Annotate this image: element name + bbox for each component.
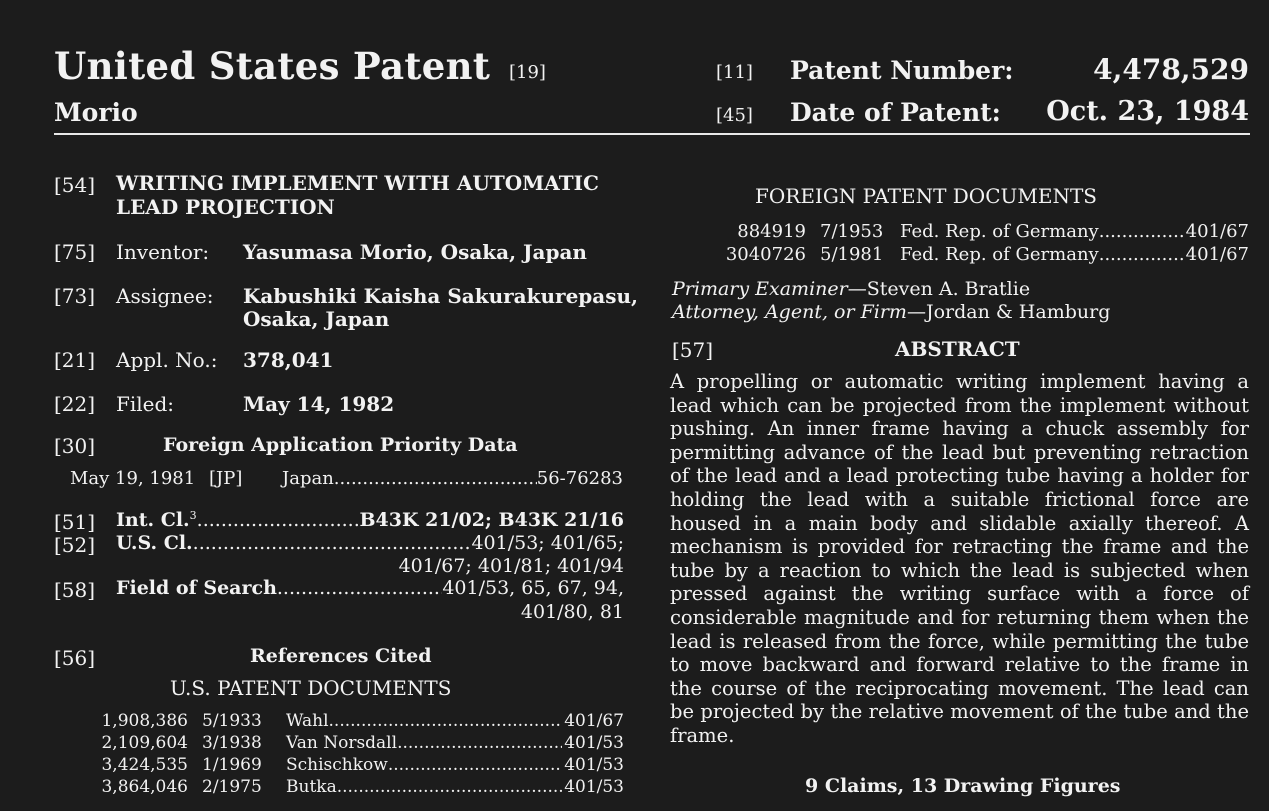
doc-name: Van Norsdall — [286, 733, 398, 753]
examiner-line — [672, 278, 1030, 300]
priority-date: May 19, 1981 — [70, 468, 196, 489]
search-line2: 401/80, 81 — [520, 601, 624, 623]
assignee-line1: Kabushiki Kaisha Sakurakurepasu, — [243, 284, 639, 308]
priority-row — [70, 468, 623, 489]
search-label: Field of Search — [116, 577, 277, 599]
doc-date: 5/1981 — [820, 244, 884, 265]
doc-class: 401/53 — [564, 755, 624, 775]
appl-code: [21] — [54, 348, 96, 372]
abstract-text: A propelling or automatic writing implement having a lead which can be projected from the implement without pushing. An inner frame having a chuck assembly for permitting advance of the lead but preventing retraction of the lead and a lead protecting tube having a holder for holding the lead with a suitable frictional force are housed in a main body and slidable axially thereof. A mechanism is provided for retracting the frame and the tube by a reaction to which the lead is subjected when pressed against the writing surface with a force of considerable magnitude and for returning them when the lead is released from the force, while permitting the tube to move backward and forward relative to the frame in the course of the reciprocating movement. The lead can be projected by the relative movement of the tube and the frame. — [670, 370, 1249, 747]
doc-leader — [388, 755, 562, 775]
doc-name: Butka — [286, 777, 337, 797]
doc-date: 3/1938 — [202, 733, 262, 753]
doc-date: 5/1933 — [202, 711, 262, 731]
doc-number: 1,908,386 — [101, 711, 188, 731]
foreign-doc-row — [722, 244, 1249, 265]
inventor-short: Morio — [54, 98, 138, 127]
patent-number: 4,478,529 — [1093, 53, 1249, 86]
patent-number-code: [11] — [716, 62, 753, 83]
doc-name: Fed. Rep. of Germany — [900, 221, 1099, 242]
uscl-leader — [193, 532, 472, 554]
foreign-heading: FOREIGN PATENT DOCUMENTS — [755, 184, 1097, 208]
doc-class: 401/67 — [1185, 221, 1249, 242]
intcl-sup: 3 — [189, 509, 197, 522]
doc-class: 401/67 — [1185, 244, 1249, 265]
doc-class: 401/53 — [564, 777, 624, 797]
doc-leader — [397, 733, 562, 753]
assignee-label: Assignee: — [116, 284, 214, 308]
priority-heading: Foreign Application Priority Data — [163, 434, 518, 456]
priority-code: [30] — [54, 434, 96, 458]
doc-class: 401/67 — [564, 711, 624, 731]
header-rule — [54, 133, 1250, 135]
us-doc-row — [92, 711, 624, 731]
intcl-leader — [197, 509, 360, 531]
priority-leader — [334, 468, 537, 489]
doc-date: 2/1975 — [202, 777, 262, 797]
doc-leader — [329, 711, 563, 731]
patent-title: United States Patent — [54, 44, 491, 88]
search-code: [58] — [54, 578, 96, 602]
intcl-row — [116, 509, 624, 531]
doc-number: 3,424,535 — [101, 755, 188, 775]
inventor-value: Yasumasa Morio, Osaka, Japan — [243, 240, 587, 264]
date-label: Date of Patent: — [790, 98, 1001, 127]
appl-value: 378,041 — [243, 348, 334, 372]
claims-summary: 9 Claims, 13 Drawing Figures — [805, 775, 1121, 797]
doc-leader — [1099, 221, 1184, 242]
foreign-doc-row — [722, 221, 1249, 242]
patent-date: Oct. 23, 1984 — [1046, 96, 1249, 127]
filed-label: Filed: — [116, 392, 175, 416]
priority-number: 56-76283 — [536, 468, 623, 489]
attorney-value: —Jordan & Hamburg — [906, 301, 1111, 323]
abstract-code: [57] — [672, 338, 714, 362]
inventor-label: Inventor: — [116, 240, 210, 264]
intcl-value: B43K 21/02; B43K 21/16 — [359, 509, 624, 531]
patent-number-label: Patent Number: — [790, 56, 1014, 85]
doc-number: 3040726 — [725, 244, 806, 265]
doc-name: Wahl — [286, 711, 329, 731]
uscl-line2: 401/67; 401/81; 401/94 — [398, 555, 624, 577]
refs-code: [56] — [54, 646, 96, 670]
examiner-value: —Steven A. Bratlie — [847, 278, 1031, 300]
refs-heading: References Cited — [250, 645, 432, 667]
intcl-code: [51] — [54, 510, 96, 534]
us-doc-row — [92, 755, 624, 775]
uscl-code: [52] — [54, 533, 96, 557]
search-leader — [277, 577, 442, 599]
appl-label: Appl. No.: — [116, 348, 218, 372]
invention-title-line1: WRITING IMPLEMENT WITH AUTOMATIC — [116, 171, 599, 195]
assignee-code: [73] — [54, 284, 96, 308]
title-field-code: [54] — [54, 173, 96, 197]
examiner-label: Primary Examiner — [672, 278, 848, 300]
priority-country-code: [JP] — [209, 468, 243, 489]
us-doc-row — [92, 733, 624, 753]
search-row — [116, 577, 624, 599]
doc-leader — [337, 777, 562, 797]
uscl-row — [116, 532, 624, 554]
doc-name: Fed. Rep. of Germany — [900, 244, 1099, 265]
title-code: [19] — [509, 62, 546, 83]
intcl-label: Int. Cl. — [116, 509, 190, 531]
invention-title-line2: LEAD PROJECTION — [116, 195, 335, 219]
date-code: [45] — [716, 105, 753, 126]
doc-date: 1/1969 — [202, 755, 262, 775]
search-line1: 401/53, 65, 67, 94, — [442, 577, 624, 599]
us-doc-row — [92, 777, 624, 797]
uscl-label: U.S. Cl. — [116, 532, 193, 554]
uscl-line1: 401/53; 401/65; — [471, 532, 624, 554]
doc-number: 3,864,046 — [101, 777, 188, 797]
doc-number: 884919 — [737, 221, 806, 242]
inventor-code: [75] — [54, 240, 96, 264]
abstract-heading: ABSTRACT — [895, 337, 1020, 361]
us-docs-heading: U.S. PATENT DOCUMENTS — [170, 676, 452, 700]
doc-class: 401/53 — [564, 733, 624, 753]
attorney-line — [672, 301, 1110, 323]
attorney-label: Attorney, Agent, or Firm — [672, 301, 907, 323]
doc-number: 2,109,604 — [101, 733, 188, 753]
doc-name: Schischkow — [286, 755, 388, 775]
priority-country: Japan — [282, 468, 334, 489]
filed-value: May 14, 1982 — [243, 392, 395, 416]
assignee-line2: Osaka, Japan — [243, 307, 390, 331]
doc-leader — [1099, 244, 1184, 265]
filed-code: [22] — [54, 392, 96, 416]
doc-date: 7/1953 — [820, 221, 884, 242]
